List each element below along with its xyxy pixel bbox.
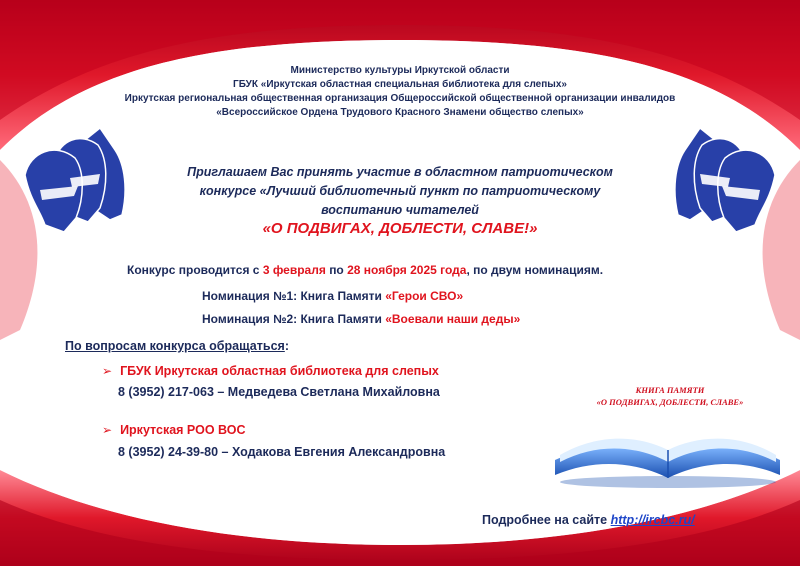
- invitation-line-3: воспитанию читателей: [321, 203, 479, 217]
- nomination-2-label: Номинация №2: Книга Памяти: [202, 312, 382, 326]
- contacts-title: [65, 339, 289, 353]
- dates-middle: по: [329, 263, 344, 277]
- contest-motto: «О ПОДВИГАХ, ДОБЛЕСТИ, СЛАВЕ!»: [262, 220, 538, 237]
- end-date: 28 ноября 2025 года: [347, 263, 467, 277]
- nomination-1-name: «Герои СВО»: [385, 289, 464, 303]
- website-link[interactable]: http://ircbc.ru/: [610, 513, 695, 527]
- organizers-header: [60, 64, 740, 120]
- contact-org-1: [102, 364, 439, 378]
- start-date: 3 февраля: [262, 263, 326, 277]
- library-line: ГБУК «Иркутская областная специальная библиотека для слепых»: [233, 79, 567, 90]
- org-1-name: ГБУК Иркутская областная библиотека для слепых: [120, 364, 439, 378]
- contacts-title-text: По вопросам конкурса обращаться: [65, 339, 285, 353]
- nomination-1: [202, 289, 463, 303]
- website-label: Подробнее на сайте: [482, 513, 608, 527]
- book-title-line-1: КНИГА ПАМЯТИ: [635, 385, 705, 395]
- contact-org-2: [102, 423, 245, 437]
- nomination-1-label: Номинация №1: Книга Памяти: [202, 289, 382, 303]
- book-title-line-2: «О ПОДВИГАХ, ДОБЛЕСТИ, СЛАВЕ»: [596, 397, 744, 407]
- dates-intro: Конкурс проводится с: [127, 263, 260, 277]
- dates-outro: , по двум номинациям.: [466, 263, 604, 277]
- invitation-line-2: конкурсе «Лучший библиотечный пункт по патриотическому: [199, 184, 601, 198]
- contest-dates: [127, 263, 603, 277]
- bullet-arrow-icon: ➢: [102, 364, 113, 378]
- ministry-line: Министерство культуры Иркутской области: [290, 65, 510, 76]
- invitation-text: [150, 163, 650, 220]
- bullet-arrow-icon: ➢: [102, 423, 113, 437]
- org-2-name: Иркутская РОО ВОС: [120, 423, 246, 437]
- nomination-2: [202, 312, 520, 326]
- nomination-2-name: «Воевали наши деды»: [385, 312, 521, 326]
- society-line: «Всероссийское Ордена Трудового Красного Знамени общество слепых»: [216, 107, 584, 118]
- contact-phone-2: 8 (3952) 24-39-80 – Ходакова Евгения Александровна: [118, 445, 446, 459]
- contact-phone-1: 8 (3952) 217-063 – Медведева Светлана Михайловна: [118, 385, 440, 399]
- regional-org-line: Иркутская региональная общественная организация Общероссийской общественной организации инвалидов: [124, 93, 676, 104]
- website-footer: [482, 513, 695, 527]
- invitation-line-1: Приглашаем Вас принять участие в областном патриотическом: [187, 165, 613, 179]
- contacts-title-colon: :: [284, 339, 289, 353]
- book-title: [570, 384, 770, 408]
